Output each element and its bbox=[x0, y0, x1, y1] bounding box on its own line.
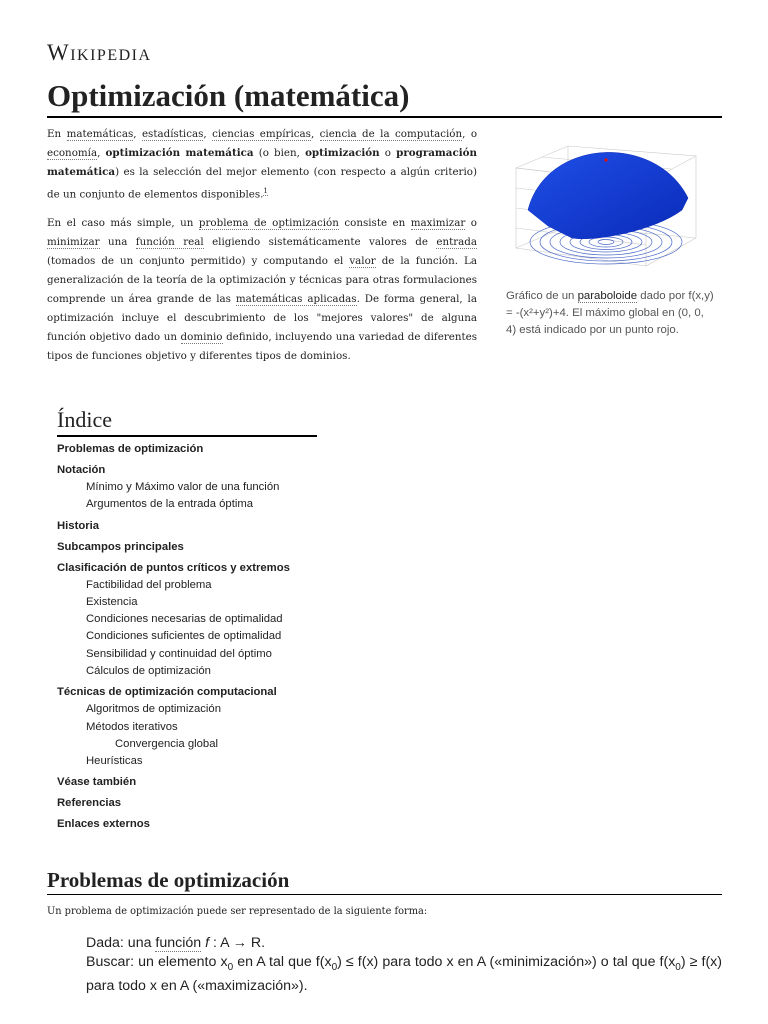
term-programacion-matematica: programación matemática bbox=[47, 147, 478, 178]
page-title: Optimización (matemática) bbox=[47, 76, 722, 118]
toc-item[interactable]: Enlaces externos bbox=[57, 818, 150, 831]
toc-item[interactable]: Técnicas de optimización computacional bbox=[57, 686, 277, 699]
toc-item[interactable]: Condiciones necesarias de optimalidad bbox=[86, 613, 283, 626]
toc-item[interactable]: Notación bbox=[57, 464, 106, 476]
intro-text bbox=[47, 125, 477, 376]
link-matematicas[interactable]: matemáticas bbox=[66, 128, 134, 140]
figure-caption: Gráfico de un paraboloide dado por f(x,y) = -(x²+y²)+4. El máximo global en (0, 0, 4) está indicado por un punto rojo. bbox=[506, 290, 714, 336]
link-ciencias-empiricas[interactable]: ciencias empíricas bbox=[212, 128, 311, 140]
link-paraboloide[interactable]: paraboloide bbox=[577, 290, 638, 302]
definition-line-1: Dada: una función f : A → R. bbox=[86, 935, 266, 951]
section-text: Un problema de optimización puede ser representado de la siguiente forma: bbox=[47, 906, 428, 917]
toc-title: Índice bbox=[57, 405, 317, 437]
toc-item[interactable]: Historia bbox=[57, 519, 100, 532]
intro-paragraph-2: En el caso más simple, un problema de optimización consiste en maximizar o minimizar una función real eligiendo sistemáticamente valores de entrada (tomados de un conjunto permitido) y computando el valor de la función. La generalización de la teoría de la optimización y técnicas para otras formulaciones comprende un área grande de las matemáticas aplicadas. De forma general, la optimización incluye el descubrimiento de los "mejores valores" de alguna función objetivo dado un dominio definido, incluyendo una variedad de diferentes tipos de funciones objetivo y diferentes tipos de dominios. bbox=[47, 217, 478, 363]
toc-item[interactable]: Convergencia global bbox=[115, 737, 218, 750]
wikipedia-logo[interactable]: Wikipedia bbox=[47, 40, 152, 65]
toc-item[interactable]: Clasificación de puntos críticos y extremos bbox=[57, 561, 290, 574]
toc-item[interactable]: Cálculos de optimización bbox=[86, 665, 211, 678]
link-entrada[interactable]: entrada bbox=[436, 236, 478, 249]
link-funcion[interactable]: función bbox=[155, 935, 202, 951]
toc-item[interactable]: Existencia bbox=[86, 595, 138, 608]
link-economia[interactable]: economía bbox=[47, 147, 98, 159]
paraboloid-plot-image[interactable] bbox=[506, 138, 712, 284]
toc-item[interactable]: Heurísticas bbox=[86, 754, 143, 767]
toc-item[interactable]: Sensibilidad y continuidad del óptimo bbox=[86, 647, 272, 660]
definition-line-2: Buscar: un elemento $x_0$ en A tal que $f(x_0) \le f(x)$ para todo x en A («minimización») o tal que $f(x_0) \ge f(x)$ para todo x en A («maximización»). bbox=[86, 954, 722, 994]
toc-item[interactable]: Problemas de optimización bbox=[57, 443, 204, 455]
link-ciencia-computacion[interactable]: ciencia de la computación bbox=[319, 128, 463, 140]
toc-item[interactable]: Referencias bbox=[57, 797, 122, 810]
global-maximum-point bbox=[604, 158, 607, 161]
toc-item[interactable]: Métodos iterativos bbox=[86, 720, 178, 733]
link-valor[interactable]: valor bbox=[349, 255, 376, 268]
term-optimizacion: optimización bbox=[305, 147, 380, 159]
toc-item[interactable]: Mínimo y Máximo valor de una función bbox=[86, 481, 280, 493]
toc-item[interactable]: Argumentos de la entrada óptima bbox=[86, 498, 254, 511]
link-estadisticas[interactable]: estadísticas bbox=[141, 128, 204, 140]
link-maximizar[interactable]: maximizar bbox=[410, 217, 466, 230]
link-matematicas-aplicadas[interactable]: matemáticas aplicadas bbox=[235, 293, 357, 306]
toc-item[interactable]: Factibilidad del problema bbox=[86, 578, 212, 591]
term-optimizacion-matematica: optimización matemática bbox=[105, 147, 254, 159]
link-problema-optimizacion[interactable]: problema de optimización bbox=[198, 217, 339, 230]
reference-link-1[interactable]: 1 bbox=[263, 187, 268, 195]
toc-item[interactable]: Subcampos principales bbox=[57, 540, 184, 553]
toc-item[interactable]: Algoritmos de optimización bbox=[86, 703, 221, 716]
paraboloid-surface bbox=[528, 152, 688, 238]
section-title: Problemas de optimización bbox=[47, 866, 722, 895]
toc-item[interactable]: Condiciones suficientes de optimalidad bbox=[86, 630, 282, 643]
table-of-contents bbox=[57, 441, 377, 833]
link-minimizar[interactable]: minimizar bbox=[47, 236, 100, 249]
intro-paragraph-1: En matemáticas, estadísticas, ciencias empíricas, ciencia de la computación, o economía, optimización matemática (o bien, optimización o programación matemática) es la selección del mejor elemento (con respecto a algún criterio) de un conjunto de elementos disponibles.$^1$ bbox=[47, 128, 478, 201]
link-dominio[interactable]: dominio bbox=[180, 331, 223, 344]
link-funcion-real[interactable]: función real bbox=[135, 236, 204, 249]
toc-item[interactable]: Véase también bbox=[57, 776, 137, 789]
definition-block bbox=[86, 934, 722, 996]
